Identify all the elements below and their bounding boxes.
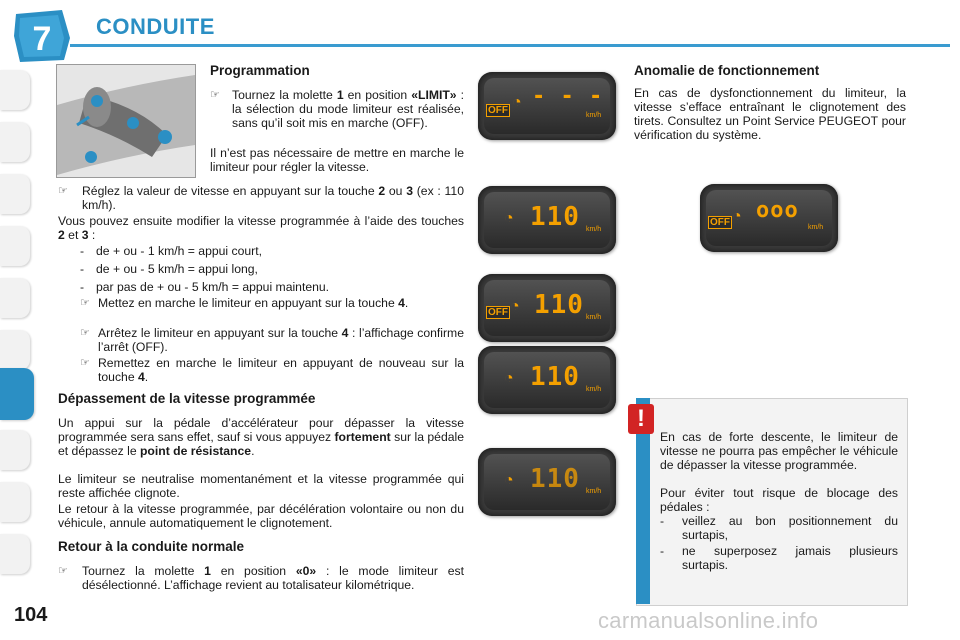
chapter-badge bbox=[12, 8, 74, 64]
speedometer-icon: ◔ bbox=[512, 94, 522, 111]
side-tab-active[interactable] bbox=[0, 368, 34, 420]
hand-pointer-icon: ☞ bbox=[58, 565, 68, 577]
off-indicator: OFF bbox=[488, 307, 508, 318]
display-value: 110 bbox=[530, 362, 580, 392]
chapter-title: CONDUITE bbox=[96, 14, 215, 39]
hand-pointer-icon: ☞ bbox=[80, 357, 90, 369]
header-rule bbox=[70, 44, 950, 47]
bullet-item: ☞ Mettez en marche le limiteur en appuyant sur la touche 4. bbox=[80, 296, 409, 310]
side-tab[interactable] bbox=[0, 226, 30, 266]
stalk-control-drawing bbox=[57, 65, 195, 177]
bullet-item: ☞ Remettez en marche le limiteur en appuyant de nouveau sur la touche 4. bbox=[80, 356, 464, 384]
display-fault bbox=[700, 184, 838, 252]
bullet-item: ☞ Arrêtez le limiteur en appuyant sur la touche 4 : l’affichage confirme l’arrêt (OFF). bbox=[80, 326, 464, 354]
side-tab[interactable] bbox=[0, 122, 30, 162]
side-tab[interactable] bbox=[0, 430, 30, 470]
chapter-number: 7 bbox=[32, 20, 52, 58]
side-tab[interactable] bbox=[0, 482, 30, 522]
warning-paragraph: En cas de forte descente, le limiteur de vitesse ne pourra pas empêcher le véhicule de dépasser la vitesse programmée. bbox=[660, 430, 898, 472]
side-tab[interactable] bbox=[0, 70, 30, 110]
speedometer-icon: ◔ bbox=[510, 298, 520, 315]
dash-item: - de + ou - 1 km/h = appui court, bbox=[80, 244, 262, 258]
display-value: - - - bbox=[532, 84, 604, 109]
off-indicator: OFF bbox=[488, 105, 508, 116]
paragraph: Le retour à la vitesse programmée, par décélération volontaire ou non du véhicule, annule automatiquement le clignotement. bbox=[58, 502, 464, 530]
section-title-retour: Retour à la conduite normale bbox=[58, 539, 245, 554]
paragraph: Un appui sur la pédale d’accélérateur pour dépasser la vitesse programmée sera sans effet, sauf si vous appuyez fortement sur la pédale et dépassez le point de résistance. bbox=[58, 416, 464, 458]
display-unit: km/h bbox=[586, 386, 602, 393]
dash-item: - de + ou - 5 km/h = appui long, bbox=[80, 262, 258, 276]
section-title-anomalie: Anomalie de fonctionnement bbox=[634, 63, 820, 78]
display-unit: km/h bbox=[586, 488, 602, 495]
hand-pointer-icon: ☞ bbox=[58, 185, 68, 197]
paragraph: Le limiteur se neutralise momentanément et la vitesse programmée qui reste affichée clignote. bbox=[58, 472, 464, 500]
display-dashes bbox=[478, 72, 616, 140]
section-title-depassement: Dépassement de la vitesse programmée bbox=[58, 391, 316, 406]
stalk-control-image bbox=[56, 64, 196, 178]
display-unit: km/h bbox=[586, 226, 602, 233]
display-value: 110 bbox=[530, 202, 580, 232]
warning-icon: ! bbox=[628, 404, 654, 434]
display-speed bbox=[478, 186, 616, 254]
watermark: carmanualsonline.info bbox=[598, 608, 819, 633]
display-unit: km/h bbox=[586, 112, 602, 119]
display-unit: km/h bbox=[808, 224, 824, 231]
side-tab[interactable] bbox=[0, 534, 30, 574]
display-value: ooo bbox=[756, 198, 799, 223]
dash-item: - par pas de + ou - 5 km/h = appui maintenu. bbox=[80, 280, 330, 294]
speedometer-icon: ◔ bbox=[504, 370, 514, 387]
display-blinking bbox=[478, 448, 616, 516]
bullet-item: ☞ Tournez la molette 1 en position «LIMIT» : la sélection du mode limiteur est réalisée, sans qu’il soit mis en marche (OFF). bbox=[210, 88, 464, 130]
display-value: 110 bbox=[534, 290, 584, 320]
paragraph: Il n’est pas nécessaire de mettre en marche le limiteur pour régler la vitesse. bbox=[210, 146, 464, 174]
hand-pointer-icon: ☞ bbox=[210, 89, 220, 101]
display-off-speed bbox=[478, 274, 616, 342]
section-title-programmation: Programmation bbox=[210, 63, 310, 78]
paragraph: Vous pouvez ensuite modifier la vitesse programmée à l’aide des touches 2 et 3 : bbox=[58, 214, 464, 242]
page-number: 104 bbox=[14, 604, 48, 626]
speedometer-icon: ◔ bbox=[732, 208, 742, 225]
speedometer-icon: ◔ bbox=[504, 210, 514, 227]
speedometer-icon: ◔ bbox=[504, 472, 514, 489]
warning-dash-item: - veillez au bon positionnement du surtapis, bbox=[660, 514, 898, 542]
side-tab[interactable] bbox=[0, 330, 30, 370]
display-value: 110 bbox=[530, 464, 580, 494]
warning-paragraph: Pour éviter tout risque de blocage des pédales : bbox=[660, 486, 898, 514]
warning-dash-item: - ne superposez jamais plusieurs surtapis. bbox=[660, 544, 898, 572]
display-speed bbox=[478, 346, 616, 414]
bullet-item: ☞ Réglez la valeur de vitesse en appuyant sur la touche 2 ou 3 (ex : 110 km/h). bbox=[58, 184, 464, 212]
hand-pointer-icon: ☞ bbox=[80, 297, 90, 309]
display-unit: km/h bbox=[586, 314, 602, 321]
side-tab[interactable] bbox=[0, 278, 30, 318]
off-indicator: OFF bbox=[710, 217, 730, 228]
paragraph: En cas de dysfonctionnement du limiteur, la vitesse s’efface entraînant le clignotement des tirets. Consultez un Point Service PEUGEOT pour vérification du système. bbox=[634, 86, 906, 142]
bullet-item: ☞ Tournez la molette 1 en position «0» : le mode limiteur est désélectionné. L’affichage revient au totalisateur kilométrique. bbox=[58, 564, 465, 592]
side-tab[interactable] bbox=[0, 174, 30, 214]
hand-pointer-icon: ☞ bbox=[80, 327, 90, 339]
